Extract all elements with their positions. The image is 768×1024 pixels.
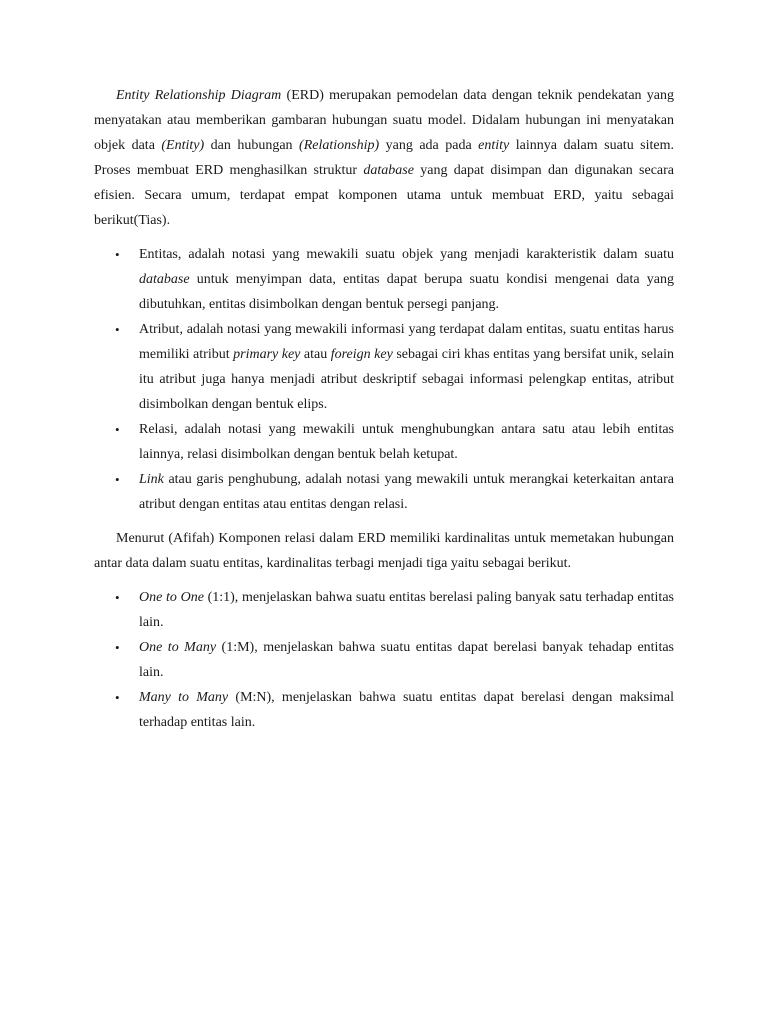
many-to-many-term: Many to Many [139, 690, 229, 705]
entity-term: (Entity) [161, 138, 205, 153]
paragraph-text: dan hubungan [204, 138, 300, 153]
erd-intro-paragraph [94, 83, 674, 233]
paragraph-text: yang dapat disimpan dan digunakan secara efisien. Secara umum, terdapat empat komponen utama untuk membuat ERD, yaitu sebagai berikut(Tias). [94, 163, 675, 228]
relationship-term: (Relationship) [299, 138, 380, 153]
list-item-text: Atribut, adalah notasi yang mewakili informasi yang terdapat dalam entitas, suatu entitas harus memiliki atribut [139, 322, 674, 362]
bullet-icon: • [115, 640, 120, 655]
foreign-key-term: foreign key [330, 347, 393, 362]
primary-key-term: primary key [233, 347, 301, 362]
erd-components-list [94, 242, 674, 517]
cardinality-list [94, 585, 674, 735]
list-item-text: untuk menyimpan data, entitas dapat berupa suatu kondisi mengenai data yang dibutuhkan, entitas disimbolkan dengan bentuk persegi panjang. [139, 272, 674, 312]
list-item-entitas [115, 242, 674, 317]
list-item-atribut [115, 317, 674, 417]
bullet-icon: • [115, 690, 120, 705]
list-item-one-to-one [115, 585, 674, 635]
entity-term: entity [478, 138, 510, 153]
list-item-text: Relasi, adalah notasi yang mewakili untuk menghubungkan antara satu atau lebih entitas lainnya, relasi disimbolkan dengan bentuk belah ketupat. [139, 422, 674, 462]
cardinality-intro-paragraph: Menurut (Afifah) Komponen relasi dalam ERD memiliki kardinalitas untuk memetakan hubungan antar data dalam suatu entitas, kardinalitas terbagi menjadi tiga yaitu sebagai berikut. [94, 531, 674, 571]
link-term: Link [139, 472, 164, 487]
list-item-one-to-many [115, 635, 675, 685]
list-item-text: atau [300, 347, 331, 362]
bullet-icon: • [115, 247, 120, 262]
list-item-text: (1:1), menjelaskan bahwa suatu entitas berelasi paling banyak satu terhadap entitas lain. [139, 590, 674, 630]
list-item-many-to-many [115, 685, 674, 735]
list-item-text: atau garis penghubung, adalah notasi yang mewakili untuk merangkai keterkaitan antara atribut dengan entitas atau entitas dengan relasi. [139, 472, 674, 512]
bullet-icon: • [115, 472, 120, 487]
list-item-link [115, 467, 674, 517]
paragraph-text: (ERD) merupakan pemodelan data dengan teknik pendekatan yang menyatakan atau memberikan gambaran hubungan suatu model. Didalam hubungan ini menyatakan objek data [94, 88, 675, 153]
list-item-text: sebagai ciri khas entitas yang bersifat unik, selain itu atribut juga hanya menjadi atribut deskriptif sebagai informasi pelengkap entitas, atribut disimbolkan dengan bentuk elips. [139, 347, 674, 412]
paragraph-text: yang ada pada [379, 138, 479, 153]
bullet-icon: • [115, 422, 120, 437]
list-item-text: (M:N), menjelaskan bahwa suatu entitas dapat berelasi dengan maksimal terhadap entitas lain. [139, 690, 674, 730]
document-page [94, 83, 674, 735]
list-item-text: Entitas, adalah notasi yang mewakili suatu objek yang menjadi karakteristik dalam suatu [139, 247, 674, 262]
list-item-text: (1:M), menjelaskan bahwa suatu entitas dapat berelasi banyak tehadap entitas lain. [139, 640, 675, 680]
database-term: database [363, 163, 414, 178]
bullet-icon: • [115, 590, 120, 605]
one-to-one-term: One to One [139, 590, 204, 605]
paragraph-text: lainnya dalam suatu sitem. Proses membuat ERD menghasilkan struktur [94, 138, 675, 178]
list-item-relasi [115, 417, 674, 467]
bullet-icon: • [115, 322, 120, 337]
one-to-many-term: One to Many [139, 640, 217, 655]
database-term: database [139, 272, 190, 287]
erd-term: Entity Relationship Diagram [116, 88, 282, 103]
